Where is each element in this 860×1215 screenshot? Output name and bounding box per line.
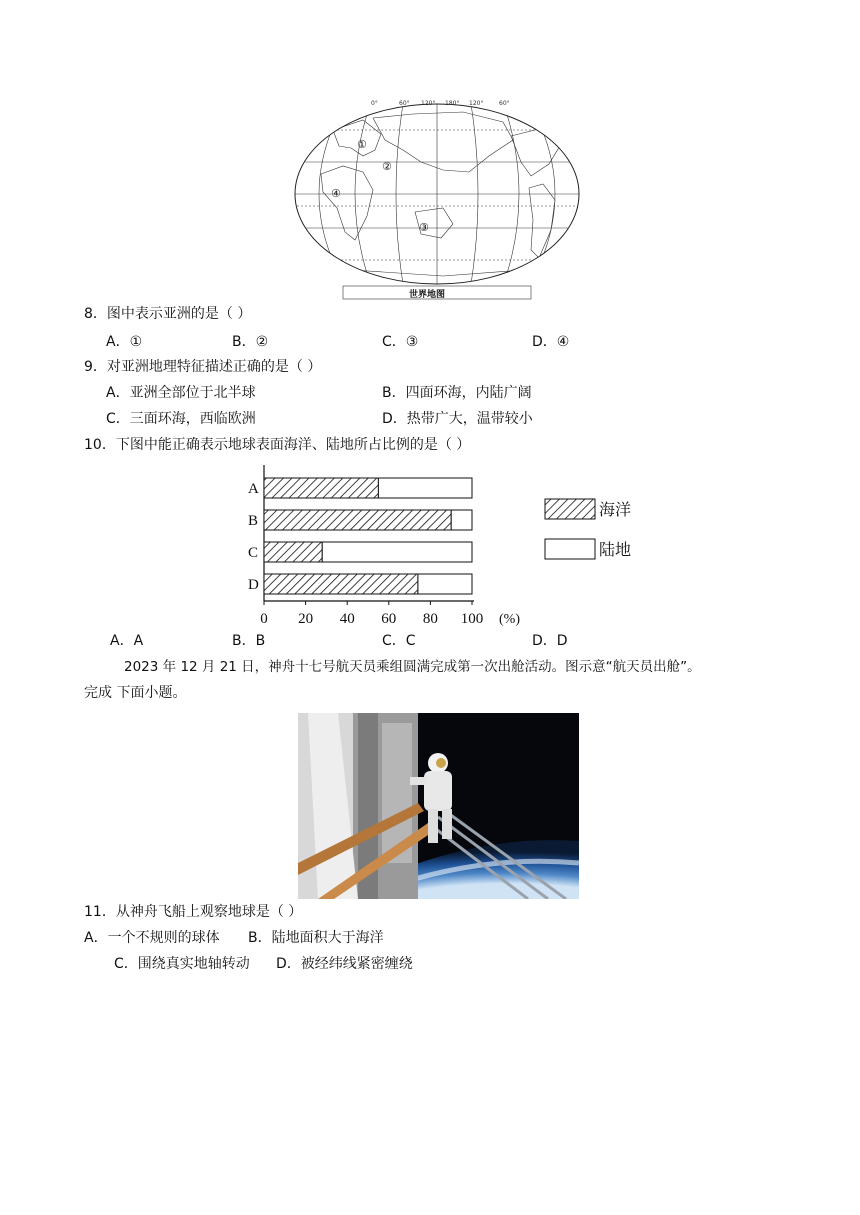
category-label: A xyxy=(248,481,259,497)
q11-option-d[interactable]: D．被经纬线紧密缠绕 xyxy=(276,956,413,972)
lon-label: 0° xyxy=(371,100,378,107)
q9-option-b[interactable]: B．四面环海，内陆广阔 xyxy=(382,385,532,401)
astronaut-spacewalk-photo xyxy=(298,713,579,899)
map-marker-1: ① xyxy=(357,138,367,151)
passage-line-1: 2023 年 12 月 21 日，神舟十七号航天员乘组圆满完成第一次出舱活动。图示意“航天员出舱”。 xyxy=(124,659,701,675)
legend-swatch-0 xyxy=(545,499,595,519)
chart-svg xyxy=(230,463,650,628)
lon-label: 180° xyxy=(445,100,460,107)
bar-B-series-1 xyxy=(451,510,472,530)
world-map-figure xyxy=(293,100,581,300)
bar-D-series-1 xyxy=(418,574,472,594)
x-unit-label: (%) xyxy=(499,612,520,627)
lon-label: 120° xyxy=(469,100,484,107)
bar-C-series-1 xyxy=(322,542,472,562)
x-tick-label: 60 xyxy=(381,611,397,627)
q11-stem: 11．从神舟飞船上观察地球是（ ） xyxy=(84,904,303,920)
q9-option-c[interactable]: C．三面环海，西临欧洲 xyxy=(106,411,256,427)
q10-option-b[interactable]: B．B xyxy=(232,633,266,649)
q9-stem: 9．对亚洲地理特征描述正确的是（ ） xyxy=(84,359,322,375)
bar-D-series-0 xyxy=(264,574,418,594)
map-marker-4: ④ xyxy=(331,187,341,200)
x-tick-label: 100 xyxy=(460,611,484,627)
bar-C-series-0 xyxy=(264,542,322,562)
x-tick-label: 40 xyxy=(339,611,355,627)
passage-line-2: 完成 下面小题。 xyxy=(84,685,187,701)
q8-option-a[interactable]: A．① xyxy=(106,334,143,350)
q8-option-d[interactable]: D．④ xyxy=(532,334,570,350)
q10-option-d[interactable]: D．D xyxy=(532,633,568,649)
x-tick-label: 0 xyxy=(260,611,268,627)
bar-B-series-0 xyxy=(264,510,451,530)
q8-option-c[interactable]: C．③ xyxy=(382,334,419,350)
category-label: B xyxy=(248,513,259,529)
lon-label: 120° xyxy=(421,100,436,107)
q8-stem: 8．图中表示亚洲的是（ ） xyxy=(84,306,252,322)
x-tick-label: 20 xyxy=(298,611,314,627)
lon-label: 60° xyxy=(499,100,510,107)
q11-option-b[interactable]: B．陆地面积大于海洋 xyxy=(248,930,384,946)
q10-option-c[interactable]: C．C xyxy=(382,633,416,649)
map-marker-3: ③ xyxy=(419,221,429,234)
lon-label: 60° xyxy=(399,100,410,107)
q8-option-b[interactable]: B．② xyxy=(232,334,269,350)
q10-option-a[interactable]: A．A xyxy=(110,633,144,649)
x-tick-label: 80 xyxy=(422,611,438,627)
ocean-land-bar-chart xyxy=(230,463,650,628)
q9-option-a[interactable]: A．亚洲全部位于北半球 xyxy=(106,385,256,401)
world-map-drawing xyxy=(293,100,581,300)
category-label: D xyxy=(248,577,259,593)
bar-A-series-1 xyxy=(378,478,472,498)
q11-option-c[interactable]: C．围绕真实地轴转动 xyxy=(114,956,250,972)
legend-swatch-1 xyxy=(545,539,595,559)
map-marker-2: ② xyxy=(382,160,392,173)
q11-option-a[interactable]: A．一个不规则的球体 xyxy=(84,930,220,946)
legend-label-0: 海洋 xyxy=(599,500,632,519)
category-label: C xyxy=(248,545,259,561)
bar-A-series-0 xyxy=(264,478,378,498)
q9-option-d[interactable]: D．热带广大，温带较小 xyxy=(382,411,533,427)
q10-stem: 10．下图中能正确表示地球表面海洋、陆地所占比例的是（ ） xyxy=(84,437,471,453)
legend-label-1: 陆地 xyxy=(599,540,632,559)
map-caption: 世界地图 xyxy=(409,290,446,300)
